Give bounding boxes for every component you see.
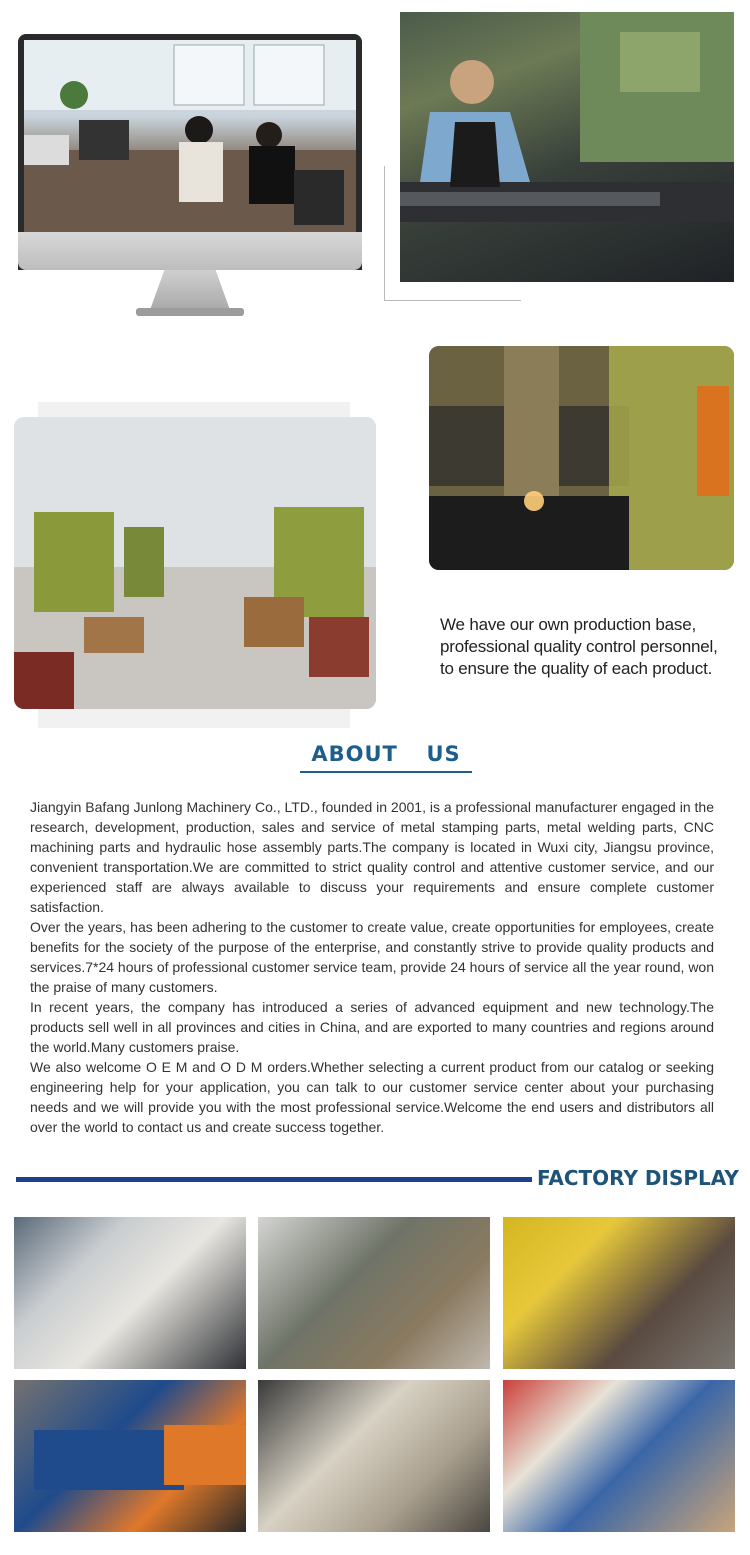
factory-divider bbox=[16, 1177, 532, 1182]
factory-title: FACTORY DISPLAY bbox=[537, 1166, 739, 1190]
intro-text bbox=[440, 614, 740, 680]
intro-line: We have our own production base, bbox=[440, 615, 697, 634]
factory-photo-welding bbox=[503, 1217, 735, 1369]
about-paragraph: Jiangyin Bafang Junlong Machinery Co., LTD., founded in 2001, is a professional manufacturer engaged in the research, development, production, sales and service of metal stamping parts, metal welding parts, CNC machining parts and hydraulic hose assembly parts.The company is located in Wuxi city, Jiangsu province, convenient transportation.We are committed to strict quality control and attentive customer service, and our experienced staff are always available to discuss your requirements and ensure complete customer satisfaction. bbox=[30, 799, 714, 915]
about-paragraph: In recent years, the company has introduced a series of advanced equipment and new technology.The products sell well in all provinces and cities in China, and are exported to many countries and regions around the world.Many customers praise. bbox=[30, 999, 714, 1055]
about-paragraph: Over the years, has been adhering to the customer to create value, create opportunities for employees, create benefits for the society of the purpose of the enterprise, and constantly strive to provide quality products and services.7*24 hours of professional customer service team, provide 24 hours of service all the year round, won the praise of many customers. bbox=[30, 919, 715, 995]
factory-photo-laser bbox=[14, 1380, 246, 1532]
factory-photo-cnc bbox=[258, 1380, 490, 1532]
monitor-base bbox=[136, 308, 244, 316]
about-underline bbox=[300, 771, 472, 773]
about-body bbox=[30, 797, 714, 1137]
factory-photo-press-brake bbox=[14, 1217, 246, 1369]
factory-photo-packaging bbox=[503, 1380, 735, 1532]
worker-photo bbox=[400, 12, 734, 282]
monitor-stand bbox=[150, 270, 230, 310]
monitor-chin bbox=[18, 232, 362, 270]
factory-photo-stamping bbox=[258, 1217, 490, 1369]
workshop-photo bbox=[14, 417, 376, 709]
intro-line: to ensure the quality of each product. bbox=[440, 659, 713, 678]
office-photo bbox=[24, 40, 356, 232]
intro-line: professional quality control personnel, bbox=[440, 637, 718, 656]
laser-cutting-photo bbox=[429, 346, 734, 570]
about-paragraph: We also welcome O E M and O D M orders.Whether selecting a current product from our catalog or seeking engineering help for your application, you can talk to our customer service center about your purchasing needs and we will provide you with the most professional service.Welcome the end users and distributors all over the world to contact us and create success together. bbox=[30, 1059, 714, 1135]
about-title: ABOUT US bbox=[311, 742, 461, 766]
